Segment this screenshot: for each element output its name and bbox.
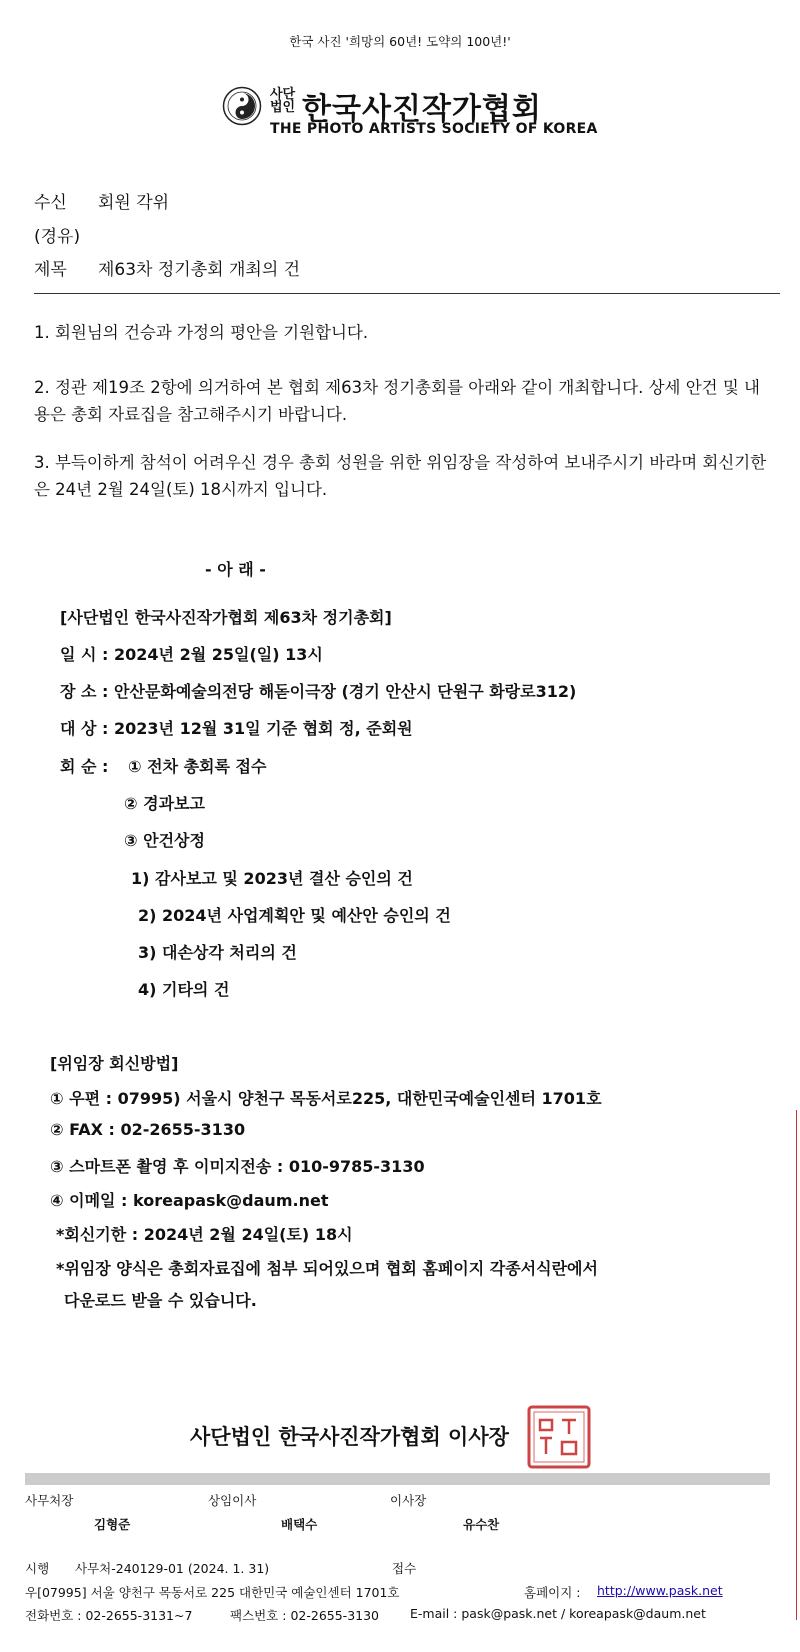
- org-type-label: 사단 법인: [270, 87, 296, 115]
- proxy-note: *위임장 양식은 총회자료집에 첨부 되어있으며 협회 홈페이지 각종서식란에서: [56, 1259, 598, 1278]
- paragraph-2: 2. 정관 제19조 2항에 의거하여 본 협회 제63차 정기총회를 아래와 같이 개최합니다. 상세 안건 및 내용은 총회 자료집을 참고해주시기 바랍니다.: [34, 378, 760, 424]
- header-divider: [34, 293, 780, 294]
- proxy-deadline: *회신기한 : 2024년 2월 24일(토) 18시: [56, 1225, 353, 1244]
- official-seal-stamp-icon: [526, 1404, 592, 1470]
- slogan: 한국 사진 '희망의 60년! 도약의 100년!': [289, 34, 511, 49]
- paragraph-3: 3. 부득이하게 참석이 어려우신 경우 총회 성원을 위한 위임장을 작성하여 보내주시기 바라며 회신기한은 24년 2월 24일(토) 18시까지 입니다.: [34, 453, 767, 499]
- association-emblem-icon: [222, 86, 262, 126]
- agenda-item: 2) 2024년 사업계획안 및 예산안 승인의 건: [138, 906, 451, 925]
- footer-fax: 팩스번호 : 02-2655-3130: [230, 1608, 380, 1623]
- recipient-label: 수신: [34, 193, 67, 213]
- footer-address: 우[07995] 서울 양천구 목동서로 225 대한민국 예술인센터 1701호: [25, 1585, 400, 1600]
- footer-email: E-mail : pask@pask.net / koreapask@daum.net: [410, 1606, 706, 1621]
- meeting-target: 대 상 : 2023년 12월 31일 기준 협회 정, 준회원: [60, 719, 413, 738]
- agenda-item: 1) 감사보고 및 2023년 결산 승인의 건: [131, 869, 413, 888]
- footer-divider: [25, 1473, 770, 1485]
- association-name: 한국사진작가협회: [302, 92, 542, 127]
- receipt-label: 접수: [392, 1561, 417, 1576]
- proxy-note-continued: 다운로드 받을 수 있습니다.: [64, 1291, 257, 1310]
- subject-label: 제목: [34, 260, 67, 280]
- order-label: 회 순 :: [60, 757, 109, 776]
- margin-line: [796, 1110, 797, 1620]
- meeting-title: [사단법인 한국사진작가협회 제63차 정기총회]: [60, 608, 392, 627]
- order-item: ① 전차 총회록 접수: [128, 757, 267, 776]
- approver-name: 김형준: [94, 1517, 131, 1532]
- paragraph-1: 1. 회원님의 건승과 가정의 평안을 기원합니다.: [34, 323, 369, 342]
- approver-name: 배택수: [281, 1517, 318, 1532]
- association-english-name: THE PHOTO ARTISTS SOCIETY OF KOREA: [270, 121, 598, 137]
- order-item: ③ 안건상정: [124, 831, 205, 850]
- proxy-method: ④ 이메일 : koreapask@daum.net: [50, 1191, 329, 1210]
- approver-name: 유수찬: [463, 1517, 500, 1532]
- notice-heading: - 아 래 -: [205, 560, 266, 579]
- via-label: (경유): [34, 227, 81, 247]
- proxy-title: [위임장 회신방법]: [50, 1054, 179, 1073]
- approver-role: 상임이사: [208, 1493, 257, 1508]
- meeting-place: 장 소 : 안산문화예술의전당 해돋이극장 (경기 안산시 단원구 화랑로312): [60, 682, 577, 701]
- issuer-signature: 사단법인 한국사진작가협회 이사장: [190, 1425, 509, 1449]
- proxy-method: ③ 스마트폰 촬영 후 이미지전송 : 010-9785-3130: [50, 1157, 425, 1176]
- homepage-link[interactable]: http://www.pask.net: [597, 1583, 723, 1598]
- agenda-item: 3) 대손상각 처리의 건: [138, 943, 297, 962]
- proxy-method: ② FAX : 02-2655-3130: [50, 1120, 246, 1139]
- enforcement-label: 시행: [25, 1561, 50, 1576]
- enforcement-number: 사무처-240129-01 (2024. 1. 31): [75, 1561, 270, 1576]
- agenda-item: 4) 기타의 건: [138, 980, 230, 999]
- footer-phone: 전화번호 : 02-2655-3131~7: [25, 1608, 193, 1623]
- homepage-label: 홈페이지 :: [524, 1585, 581, 1600]
- subject-value: 제63차 정기총회 개최의 건: [98, 260, 301, 280]
- proxy-method: ① 우편 : 07995) 서울시 양천구 목동서로225, 대한민국예술인센터 1701호: [50, 1089, 602, 1108]
- meeting-date: 일 시 : 2024년 2월 25일(일) 13시: [60, 645, 323, 664]
- recipient-value: 회원 각위: [98, 193, 170, 213]
- association-logo: [222, 86, 602, 140]
- approver-role: 이사장: [390, 1493, 427, 1508]
- order-item: ② 경과보고: [124, 794, 205, 813]
- approver-role: 사무처장: [25, 1493, 74, 1508]
